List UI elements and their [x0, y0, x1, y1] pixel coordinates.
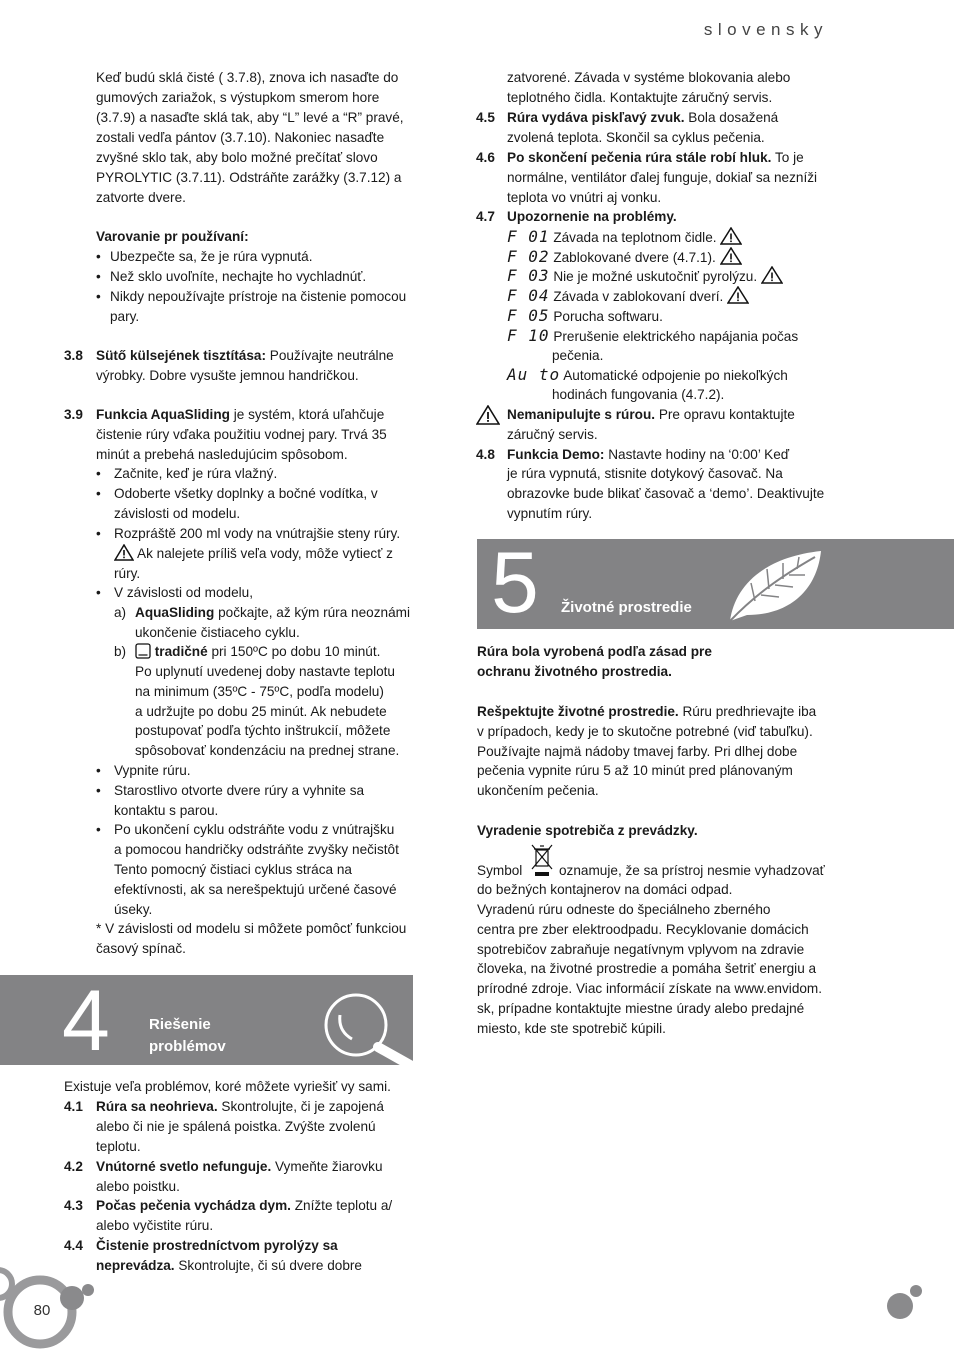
section-heading: Čistenie prostredníctvom pyrolýzy sa [96, 1238, 338, 1253]
error-code: F 02 [507, 247, 550, 266]
section-text: zatvorené. Závada v systéme blokovania alebo [507, 70, 791, 85]
step-item: závislosti od modelu. [114, 506, 241, 521]
section-number: 3.8 [64, 348, 83, 363]
section-text: alebo či nie je spálená poistka. Zvýšte zvolenú [96, 1119, 376, 1134]
intro-line: zostali vedľa pántov (3.7.10). Nakoniec nasaďte [96, 130, 385, 145]
warning-triangle-icon [720, 247, 742, 265]
sub-item-b [135, 642, 380, 662]
sub-text: počkajte, až kým rúra neoznámi [214, 605, 410, 620]
page-number: 80 [33, 1302, 51, 1319]
sub-text: postupovať podľa týchto inštrukcií, môžete [135, 723, 391, 738]
section-title: Riešenie [149, 1016, 211, 1033]
section-3-8 [96, 346, 394, 366]
section-heading: Sütő külsejének tisztítása: [96, 348, 266, 363]
env-text: do bežných kontajnerov na domáci odpad. [477, 882, 733, 897]
warning-item: Nikdy nepoužívajte prístroje na čistenie pomocou [110, 289, 407, 304]
sub-text: pri 150ºC po dobu 10 minút. [207, 644, 381, 659]
footnote: * V závislosti od modelu si môžete pomôcť funkciou [96, 921, 407, 936]
bullet-dot: • [96, 822, 101, 837]
sub-item-a [135, 603, 410, 623]
sub-heading: tradičné [154, 644, 208, 659]
warning-triangle-icon [720, 227, 742, 245]
language-label: slovensky [703, 20, 828, 39]
section-text: teplota vo vnútri aj vonku. [507, 190, 662, 205]
env-text: ukončením pečenia. [477, 783, 599, 798]
env-text: človeka, na životné prostredie a pomáha šetriť energiu a [477, 961, 817, 976]
error-text: Porucha softwaru. [553, 309, 663, 324]
env-text: centra pre zber elektroodpadu. Recyklovanie domácich [477, 922, 809, 937]
env-heading: ochranu životného prostredia. [477, 664, 672, 679]
section-heading: Rúra sa neohrieva. [96, 1099, 218, 1114]
section-text: je rúra vypnutá, stisnite dotykový časovač. Na [507, 466, 783, 481]
step-item: Po ukončení cyklu odstráňte vodu z vnútrajšku [114, 822, 395, 837]
sub-text: spôsobovať kondenzáciu na prednej strane. [135, 743, 400, 758]
warning-heading: Nemanipulujte s rúrou. [507, 407, 656, 422]
section-text: Používajte neutrálne [265, 348, 394, 363]
section-title: problémov [149, 1038, 226, 1055]
section-number: 4.2 [64, 1159, 83, 1174]
section-text: teplotného čidla. Kontaktujte záručný servis. [507, 90, 773, 105]
error-code-row [507, 227, 742, 248]
env-heading: Rúra bola vyrobená podľa zásad pre [477, 644, 712, 659]
sub-text: a udržujte po dobu 25 minút. Ak nebudete [135, 704, 387, 719]
troubleshoot-intro: Existuje veľa problémov, koré môžete vyriešiť vy sami. [64, 1079, 391, 1094]
error-code-row [507, 365, 788, 386]
section-4-1 [96, 1097, 384, 1117]
step-text: Ak nalejete príliš veľa vody, môže vytiecť z [134, 546, 393, 561]
error-text: pečenia. [552, 348, 604, 363]
warning-text: záručný servis. [507, 427, 598, 442]
step-item: rúry. [114, 566, 141, 581]
section-heading: Funkcia Demo: [507, 447, 605, 462]
section-text: obrazovke bude blikať časovač a ‘demo’. Deaktivujte [507, 486, 825, 501]
step-item: Tento pomocný čistiaci cyklus stráca na [114, 862, 352, 877]
magnifier-icon [318, 989, 413, 1065]
warning-item: Ubezpečte sa, že je rúra vypnutá. [110, 249, 313, 264]
warning-triangle-icon [727, 286, 749, 304]
step-item: V závislosti od modelu, [114, 585, 254, 600]
env-text: Symbol [477, 863, 523, 878]
error-text: Automatické odpojenie po niekoľkých [563, 368, 788, 383]
section-text: Skontrolujte, či sú dvere dobre [174, 1258, 362, 1273]
section-text: je systém, ktorá uľahčuje [229, 407, 385, 422]
section-number: 3.9 [64, 407, 83, 422]
error-code: F 01 [507, 227, 550, 246]
env-text: spotrebičov zabraňuje negatívnym vplyvom na zdravie [477, 942, 805, 957]
env-text: Vyradenú rúru odneste do špeciálneho zberného [477, 902, 771, 917]
env-heading: Rešpektujte životné prostredie. [477, 704, 679, 719]
step-item: Rozpráště 200 ml vody na vnútrajšie steny rúry. [114, 526, 401, 541]
error-code-row [507, 306, 663, 327]
section-number: 4.1 [64, 1099, 83, 1114]
footnote: časový spínač. [96, 941, 186, 956]
error-text: Prerušenie elektrického napájania počas [553, 329, 799, 344]
section-3-9 [96, 405, 384, 425]
section-number: 4.5 [476, 110, 495, 125]
error-text: hodinách fungovania (4.7.2). [552, 387, 725, 402]
section-text: alebo vyčistite rúru. [96, 1218, 214, 1233]
section-heading: Rúra vydáva piskľavý zvuk. [507, 110, 685, 125]
step-item: efektívnosti, ak sa nerešpektujú určené časové [114, 882, 397, 897]
sub-text: ukončenie čistiaceho cyklu. [135, 625, 300, 640]
error-text: Zablokované dvere (4.7.1). [553, 250, 716, 265]
error-code-row [507, 326, 798, 347]
section-text: teplotu. [96, 1139, 141, 1154]
env-paragraph [477, 702, 816, 722]
page-corner-dots [880, 1280, 930, 1324]
error-code: F 03 [507, 266, 550, 285]
bullet-dot: • [96, 585, 101, 600]
warning-text: Pre opravu kontaktujte [655, 407, 795, 422]
leaf-icon [725, 545, 825, 625]
bullet-dot: • [96, 763, 101, 778]
error-code: Au to [507, 365, 561, 384]
error-code: F 05 [507, 306, 550, 325]
section-number: 4.6 [476, 150, 495, 165]
bullet-dot: • [96, 486, 101, 501]
section-number: 4.3 [64, 1198, 83, 1213]
section-digit: 5 [491, 535, 539, 631]
step-item: Začnite, keď je rúra vlažný. [114, 466, 278, 481]
section-4-6 [507, 148, 804, 168]
section-digit: 4 [62, 973, 110, 1069]
error-code: F 04 [507, 286, 550, 305]
error-code-row [507, 266, 783, 287]
section-text: alebo poistku. [96, 1179, 180, 1194]
section-text: Bola dosažená [684, 110, 779, 125]
section-number: 4.4 [64, 1238, 83, 1253]
section-4-5 [507, 108, 778, 128]
step-item: a pomocou handričky odstráňte zvyšky nečistôt [114, 842, 399, 857]
section-text: výrobky. Dobre vysušte jemnou handričkou. [96, 368, 359, 383]
sub-label: a) [114, 605, 127, 620]
intro-line: gumových zariažok, s výstupkom smerom hore [96, 90, 380, 105]
warning-triangle-icon [114, 544, 134, 561]
section-text: Skontrolujte, či je zapojená [217, 1099, 384, 1114]
section-text: To je [771, 150, 804, 165]
section-4-3 [96, 1196, 392, 1216]
section-text: vypnutím rúry. [507, 506, 593, 521]
env-text: prírodné zdroje. Viac informácií získate na www.envidom. [477, 981, 823, 996]
section-heading: neprevádza. [96, 1258, 175, 1273]
bullet-dot: • [96, 783, 101, 798]
step-item: Starostlivo otvorte dvere rúry a vyhnite sa [114, 783, 365, 798]
error-text: Závada na teplotnom čidle. [553, 230, 717, 245]
oven-icon [135, 643, 151, 659]
warning-item: pary. [110, 309, 140, 324]
intro-line: (3.7.9) a nasaďte sklá tak, aby “L” levé a “R” pravé, [96, 110, 404, 125]
section-5-banner [477, 535, 954, 631]
intro-line: zatvorte dvere. [96, 190, 186, 205]
section-text: čistenie rúry vďaka použitiu vodnej pary. Trvá 35 [96, 427, 387, 442]
section-text: normálne, ventilátor ďalej funguje, dokiaľ sa nezníži [507, 170, 818, 185]
warning-title: Varovanie pr používaní: [96, 229, 249, 244]
error-text: Závada v zablokovaní dverí. [553, 289, 724, 304]
sub-label: b) [114, 644, 127, 659]
section-heading: Upozornenie na problémy. [507, 209, 677, 224]
env-text: Rúru predhrievajte iba [678, 704, 817, 719]
warning-triangle-icon [761, 266, 783, 284]
env-text: v prípadoch, kedy je to skutočne potrebné (viď tabuľku). [477, 724, 813, 739]
step-item: Vypnite rúru. [114, 763, 191, 778]
section-4-8 [507, 445, 789, 465]
env-heading: Vyradenie spotrebiča z prevádzky. [477, 823, 698, 838]
env-text: oznamuje, že sa prístroj nesmie vyhadzovať [559, 863, 825, 878]
sub-text: Po uplynutí uvedenej doby nastavte teplotu [135, 664, 395, 679]
section-text: Znížte teplotu a/ [290, 1198, 393, 1213]
section-number: 4.8 [476, 447, 495, 462]
bullet-dot: • [96, 249, 101, 264]
step-item-warning [114, 544, 393, 564]
env-text: pečenia vypnite rúru 5 až 10 minút pred plánovaným [477, 763, 793, 778]
warning-note [507, 405, 795, 425]
intro-line: zvyšné sklo tak, aby bolo možné prečítať slovo [96, 150, 378, 165]
section-text: Vymeňte žiarovku [271, 1159, 383, 1174]
error-code-row [507, 247, 742, 268]
error-text: Nie je možné uskutočniť pyrolýzu. [553, 269, 758, 284]
error-code: F 10 [507, 326, 550, 345]
section-4-2 [96, 1157, 383, 1177]
sub-text: na minimum (35ºC - 75ºC, podľa modelu) [135, 684, 384, 699]
section-heading: Vnútorné svetlo nefunguje. [96, 1159, 272, 1174]
intro-line: Keď budú sklá čisté ( 3.7.8), znova ich nasaďte do [96, 70, 399, 85]
bullet-dot: • [96, 269, 101, 284]
bullet-dot: • [96, 289, 101, 304]
env-text: Používajte najmä nádoby tmavej farby. Pri dlhej dobe [477, 744, 798, 759]
section-heading: Po skončení pečenia rúra stále robí hluk. [507, 150, 772, 165]
section-heading: Počas pečenia vychádza dym. [96, 1198, 291, 1213]
warning-triangle-icon [476, 405, 500, 425]
bullet-dot: • [96, 526, 101, 541]
section-4-banner [0, 973, 413, 1069]
warning-item: Než sklo uvoľníte, nechajte ho vychladnúť. [110, 269, 367, 284]
crossed-bin-icon [530, 842, 554, 878]
section-4-4 [96, 1256, 362, 1276]
section-heading: Funkcia AquaSliding [96, 407, 230, 422]
section-text: zvolená teplota. Skončil sa cyklus pečenia. [507, 130, 765, 145]
bullet-dot: • [96, 466, 101, 481]
section-title: Životné prostredie [561, 599, 692, 616]
env-text: miesto, kde ste spotrebič kúpili. [477, 1021, 666, 1036]
step-item: úseky. [114, 902, 153, 917]
sub-heading: AquaSliding [135, 605, 215, 620]
env-text: sk, prípadne kontaktujte miestne úrady alebo predajné [477, 1001, 805, 1016]
error-code-row [507, 286, 749, 307]
step-item: Odoberte všetky doplnky a bočné vodítka, v [114, 486, 378, 501]
section-number: 4.7 [476, 209, 495, 224]
section-text: minút a prebehá nasledujúcim spôsobom. [96, 447, 348, 462]
section-text: Nastavte hodiny na ‘0:00’ Keď [604, 447, 790, 462]
step-item: kontaktu s parou. [114, 803, 219, 818]
intro-line: PYROLYTIC (3.7.11). Odstráňte zarážky (3.7.12) a [96, 170, 402, 185]
